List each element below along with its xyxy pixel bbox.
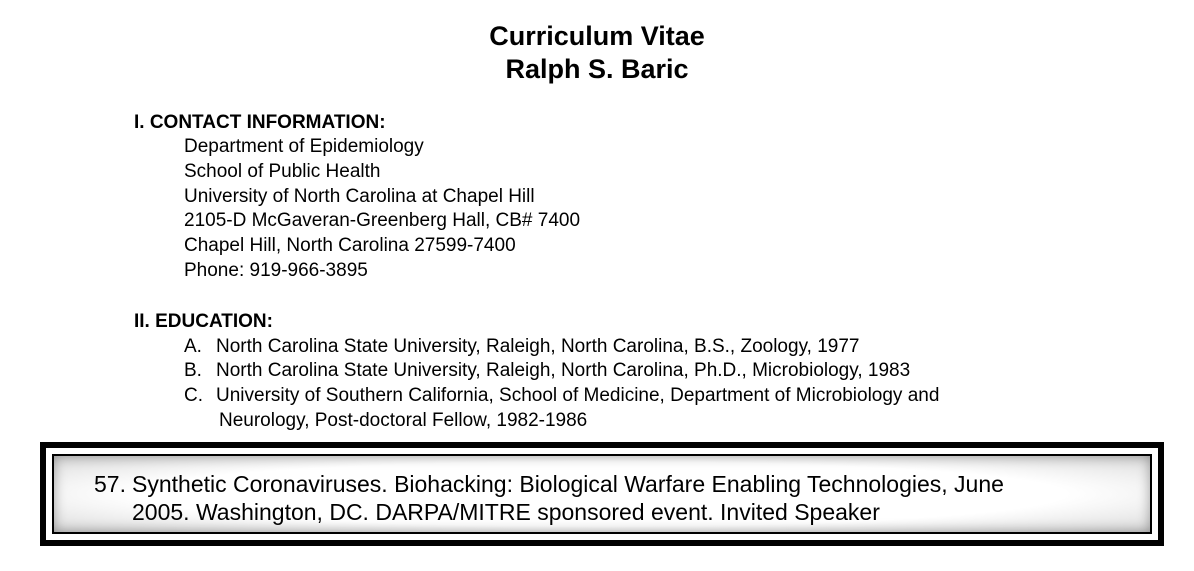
person-name: Ralph S. Baric <box>505 54 689 84</box>
education-item-text-continued: Neurology, Post-doctoral Fellow, 1982-1986 <box>219 410 588 431</box>
contact-line: University of North Carolina at Chapel Hill <box>184 186 535 207</box>
contact-line: School of Public Health <box>184 161 381 182</box>
education-item-text: University of Southern California, School of Medicine, Department of Microbiology and <box>216 385 940 406</box>
contact-phone: Phone: 919-966-3895 <box>184 260 368 281</box>
education-item-letter: B. <box>184 360 202 381</box>
document-title: Curriculum Vitae <box>489 21 705 51</box>
contact-line: 2105-D McGaveran-Greenberg Hall, CB# 7400 <box>184 210 581 231</box>
education-item-text: North Carolina State University, Raleigh, North Carolina, Ph.D., Microbiology, 1983 <box>216 360 911 381</box>
education-item-letter: A. <box>184 336 202 357</box>
contact-line: Department of Epidemiology <box>184 136 424 157</box>
highlight-line-1: Synthetic Coronaviruses. Biohacking: Biological Warfare Enabling Technologies, June <box>132 471 1004 497</box>
contact-heading: I. CONTACT INFORMATION: <box>134 112 386 133</box>
contact-line: Chapel Hill, North Carolina 27599-7400 <box>184 235 516 256</box>
highlight-box <box>40 442 1164 546</box>
education-heading: II. EDUCATION: <box>134 311 273 332</box>
education-item-letter: C. <box>184 385 203 406</box>
highlight-box-inner <box>52 454 1152 534</box>
highlight-line-2: 2005. Washington, DC. DARPA/MITRE sponsored event. Invited Speaker <box>132 499 880 525</box>
highlight-number: 57. <box>94 471 126 497</box>
education-item-text: North Carolina State University, Raleigh, North Carolina, B.S., Zoology, 1977 <box>216 336 860 357</box>
